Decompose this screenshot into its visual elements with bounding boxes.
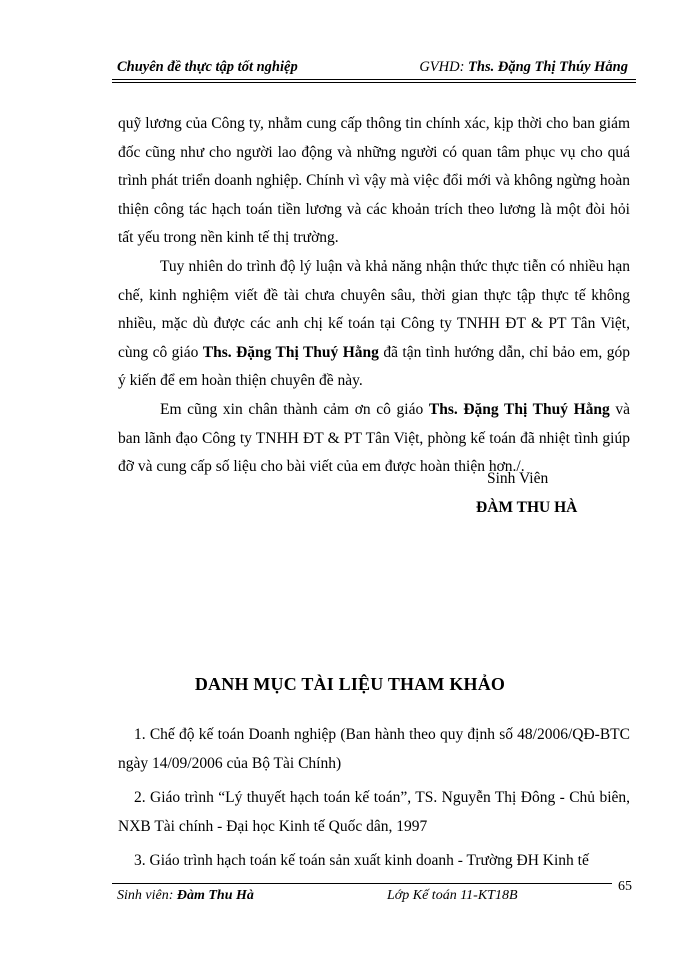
references-list (118, 720, 630, 880)
footer-student-label: Sinh viên: (117, 888, 174, 903)
reference-item: 2. Giáo trình “Lý thuyết hạch toán kế toán”, TS. Nguyễn Thị Đông - Chủ biên, NXB Tài chính - Đại học Kinh tế Quốc dân, 1997 (118, 789, 630, 835)
header-rule (112, 79, 636, 80)
body-text (118, 110, 630, 482)
page-footer (112, 877, 636, 907)
header-topic: Chuyên đề thực tập tốt nghiệp (117, 59, 298, 75)
reference-item: 3. Giáo trình hạch toán kế toán sản xuất kinh doanh - Trường ĐH Kinh tế (134, 852, 589, 869)
footer-class: Lớp Kế toán 11-KT18B (387, 888, 518, 903)
header-advisor-name: Ths. Đặng Thị Thúy Hằng (468, 59, 628, 75)
paragraph-3 (118, 396, 630, 482)
signature-name: ĐÀM THU HÀ (476, 499, 578, 516)
header-advisor (419, 59, 628, 76)
footer-student (117, 888, 254, 904)
paragraph-2-text-b: đã tận tình hướng dẫn, chỉ bảo em, góp ý kiến để em hoàn thiện chuyên đề này. (118, 343, 630, 390)
footer-rule (112, 883, 612, 884)
page-number: 65 (618, 879, 632, 894)
footer-student-name: Đàm Thu Hà (176, 888, 254, 903)
paragraph-2-text-a: Tuy nhiên do trình độ lý luận và khả năng nhận thức thực tiễn có nhiều hạn chế, kinh nghiệm viết đề tài chưa chuyên sâu, thời gian thực tập thực tế không nhiều, mặc dù được các anh chị kế toán tại Công ty TNHH ĐT & PT Tân Việt, cùng cô giáo (118, 257, 630, 361)
page-header (112, 57, 636, 81)
header-rule-thin (112, 82, 636, 83)
paragraph-1: quỹ lương của Công ty, nhằm cung cấp thông tin chính xác, kịp thời cho ban giám đốc cũng như cho người lao động và những người có quan tâm phục vụ cho quá trình phát triển doanh nghiệp. Chính vì vậy mà việc đổi mới và không ngừng hoàn thiện công tác hạch toán tiền lương và các khoản trích theo lương là một đòi hỏi tất yếu trong nền kinh tế thị trường. (118, 115, 630, 247)
references-title: DANH MỤC TÀI LIỆU THAM KHẢO (194, 674, 506, 694)
paragraph-3-text-a: Em cũng xin chân thành cảm ơn cô giáo (160, 400, 424, 418)
paragraph-3-text-b: và ban lãnh đạo Công ty TNHH ĐT & PT Tân Việt, phòng kế toán đã nhiệt tình giúp đỡ và cung cấp số liệu cho bài viết của em được hoàn thiện hơn./. (118, 400, 631, 476)
signature-role: Sinh Viên (487, 470, 549, 487)
paragraph-3-teacher: Ths. Đặng Thị Thuý Hằng (428, 400, 610, 418)
header-advisor-label: GVHD: (419, 59, 465, 75)
paragraph-2-teacher: Ths. Đặng Thị Thuý Hằng (202, 343, 379, 361)
paragraph-2 (118, 253, 630, 396)
reference-item: 1. Chế độ kế toán Doanh nghiệp (Ban hành theo quy định số 48/2006/QĐ-BTC ngày 14/09/2006 của Bộ Tài Chính) (118, 726, 630, 772)
